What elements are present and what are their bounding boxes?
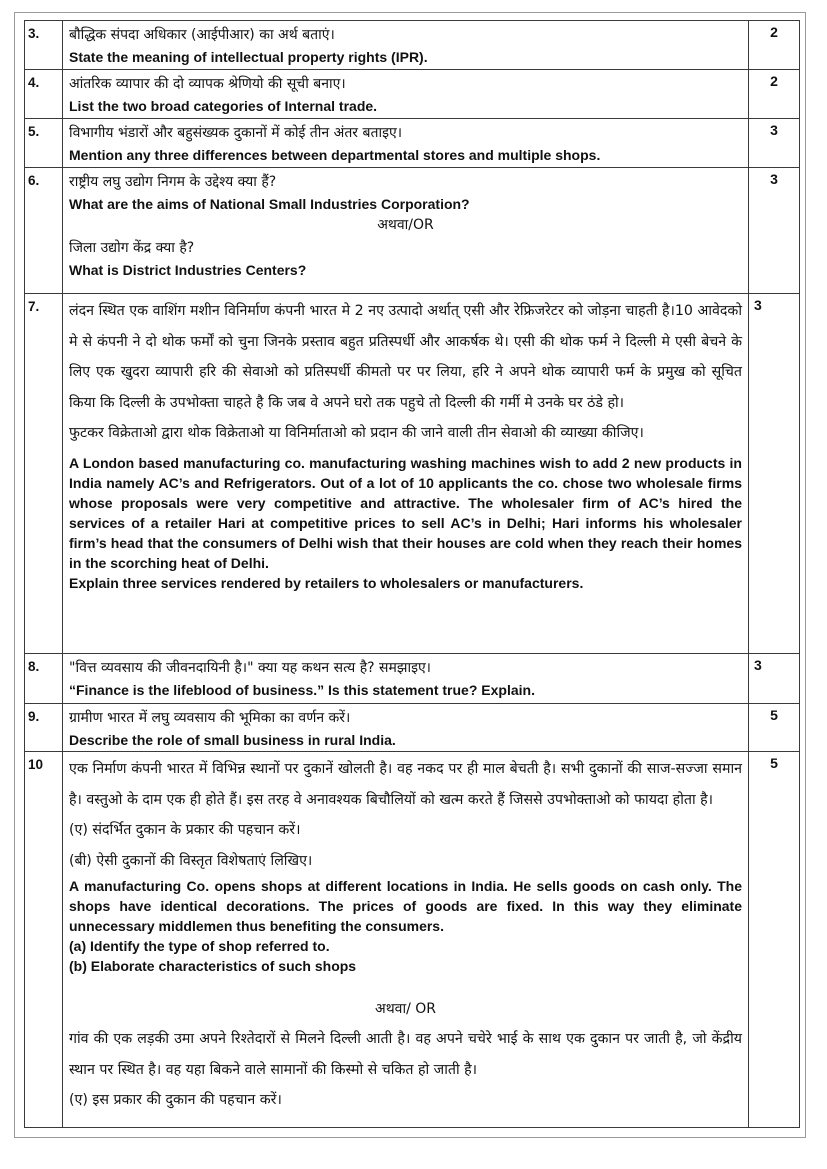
question-row-5: [25, 119, 800, 168]
question-number: 9.: [25, 704, 63, 752]
marks-value: 3: [770, 171, 778, 187]
question-number: 4.: [25, 70, 63, 119]
question-english: “Finance is the lifeblood of business.” Is this statement true? Explain.: [69, 682, 535, 698]
question-number: 3.: [25, 21, 63, 70]
question-english: A manufacturing Co. opens shops at different locations in India. He sells goods on cash only. The shops have identical decorations. The prices of goods are fixed. In this way they eliminate unnecessary middlemen thus benefiting the consumers.: [69, 878, 742, 934]
question-text: [63, 21, 749, 70]
marks-value: 2: [770, 24, 778, 40]
marks-value: 3: [754, 297, 762, 313]
question-number: 10: [25, 752, 63, 1128]
question-text: [63, 704, 749, 752]
question-english: Describe the role of small business in rural India.: [69, 732, 396, 748]
or-divider: अथवा/ OR: [375, 1001, 436, 1017]
question-text: [63, 168, 749, 294]
question-marks: [749, 70, 800, 119]
question-hindi-task: फुटकर विक्रेताओ द्वारा थोक विक्रेताओ या विनिर्माताओ को प्रदान की जाने वाली तीन सेवाओ की व्याख्या कीजिए।: [69, 425, 644, 441]
marks-value: 2: [770, 73, 778, 89]
marks-value: 3: [754, 657, 762, 673]
question-hindi-part-b: (बी) ऐसी दुकानों की विस्तृत विशेषताएं लिखिए।: [69, 852, 313, 869]
question-marks: [749, 294, 800, 654]
or-question-hindi-part-a: (ए) इस प्रकार की दुकान की पहचान करें।: [69, 1092, 282, 1108]
question-marks: [749, 119, 800, 168]
question-hindi-part-a: (ए) संदर्भित दुकान के प्रकार की पहचान करें।: [69, 822, 301, 838]
question-english: What are the aims of National Small Industries Corporation?: [69, 196, 470, 212]
question-row-10: [25, 752, 800, 1128]
question-text: [63, 70, 749, 119]
question-text: [63, 752, 749, 1128]
question-hindi: "वित्त व्यवसाय की जीवनदायिनी है।" क्या यह कथन सत्य है? समझाइए।: [69, 660, 431, 676]
question-marks: [749, 752, 800, 1128]
question-hindi: एक निर्माण कंपनी भारत में विभिन्न स्थानों पर दुकानें खोलती है। वह नकद पर ही माल बेचती है। सभी दुकानों की साज-सज्जा समान है। वस्तुओ के दाम एक ही होते हैं। इस तरह वे अनावश्यक बिचौलियों को खत्म करते हैं जिससे उपभोक्ताओ को फायदा होता है।: [69, 761, 742, 808]
or-question-english: What is District Industries Centers?: [69, 262, 307, 278]
question-english-task: Explain three services rendered by retailers to wholesalers or manufacturers.: [69, 574, 584, 591]
question-hindi: ग्रामीण भारत में लघु व्यवसाय की भूमिका का वर्णन करें।: [69, 710, 351, 726]
question-english: Mention any three differences between departmental stores and multiple shops.: [69, 147, 601, 163]
question-number: 6.: [25, 168, 63, 294]
or-question-hindi: गांव की एक लड़की उमा अपने रिश्तेदारों से मिलने दिल्ली आती है। वह अपने चचेरे भाई के साथ एक दुकान पर जाती है, जो केंद्रीय स्थान पर स्थित है। वह यहा बिकने वाले सामानों की किस्मो से चकित हो जाती है।: [69, 1031, 742, 1078]
question-number: 8.: [25, 654, 63, 704]
question-english: List the two broad categories of Internal trade.: [69, 98, 378, 114]
question-row-7: [25, 294, 800, 654]
question-marks: [749, 21, 800, 70]
marks-value: 5: [770, 707, 778, 723]
question-number: 5.: [25, 119, 63, 168]
question-english: A London based manufacturing co. manufacturing washing machines wish to add 2 new products in India namely AC’s and Refrigerators. Out of a lot of 10 applicants the co. chose two wholesale firms whose proposals were very competitive and attractive. The wholesaler firm of AC’s hired the services of a retailer Hari at competitive prices to sell AC’s in Delhi; Hari informs his wholesaler firm’s head that the consumers of Delhi wish that their houses are cold when they reach their homes in the scorching heat of Delhi.: [69, 454, 742, 571]
question-hindi: बौद्धिक संपदा अधिकार (आईपीआर) का अर्थ बताएं।: [69, 27, 335, 43]
marks-value: 3: [770, 122, 778, 138]
question-hindi: विभागीय भंडारों और बहुसंख्यक दुकानों में कोई तीन अंतर बताइए।: [69, 125, 403, 141]
question-hindi: लंदन स्थित एक वाशिंग मशीन विनिर्माण कंपनी भारत मे 2 नए उत्पादो अर्थात् एसी और रेफ्रिजरेटर को जोड़ना चाहती है।10 आवेदको मे से कंपनी ने दो थोक फर्मों को चुना जिनके प्रस्ताव बहुत प्रतिस्पर्धी और आकर्षक थे। एसी की थोक फर्म ने दिल्ली मे एसी बेचने के लिए एक खुदरा व्यापारी हरि की सेवाओ को प्रतिस्पर्धी कीमतो पर पर लिया, हरि ने अपने थोक व्यापारी फर्म के प्रमुख को सूचित किया कि दिल्ली के उपभोक्ता चाहते है कि जब वे अपने घरो तक पहुचे तो दिल्ली की गर्मी मे उनके घर ठंडे हो।: [69, 303, 742, 411]
question-row-4: [25, 70, 800, 119]
question-marks: [749, 704, 800, 752]
question-row-6: [25, 168, 800, 294]
question-number: 7.: [25, 294, 63, 654]
question-english: State the meaning of intellectual property rights (IPR).: [69, 49, 428, 65]
question-english-part-b: (b) Elaborate characteristics of such shops: [69, 958, 357, 974]
question-text: [63, 119, 749, 168]
question-hindi: आंतरिक व्यापार की दो व्यापक श्रेणियो की सूची बनाए।: [69, 76, 346, 92]
question-row-8: [25, 654, 800, 704]
question-english-part-a: (a) Identify the type of shop referred to.: [69, 938, 330, 954]
question-marks: [749, 654, 800, 704]
marks-value: 5: [770, 755, 778, 771]
question-row-9: [25, 704, 800, 752]
question-row-3: [25, 21, 800, 70]
question-text: [63, 654, 749, 704]
question-table: [24, 20, 800, 1128]
or-question-hindi: जिला उद्योग केंद्र क्या है?: [69, 240, 195, 256]
question-marks: [749, 168, 800, 294]
question-hindi: राष्ट्रीय लघु उद्योग निगम के उद्देश्य क्या हैं?: [69, 174, 277, 190]
question-text: [63, 294, 749, 654]
or-divider: अथवा/OR: [377, 217, 434, 233]
